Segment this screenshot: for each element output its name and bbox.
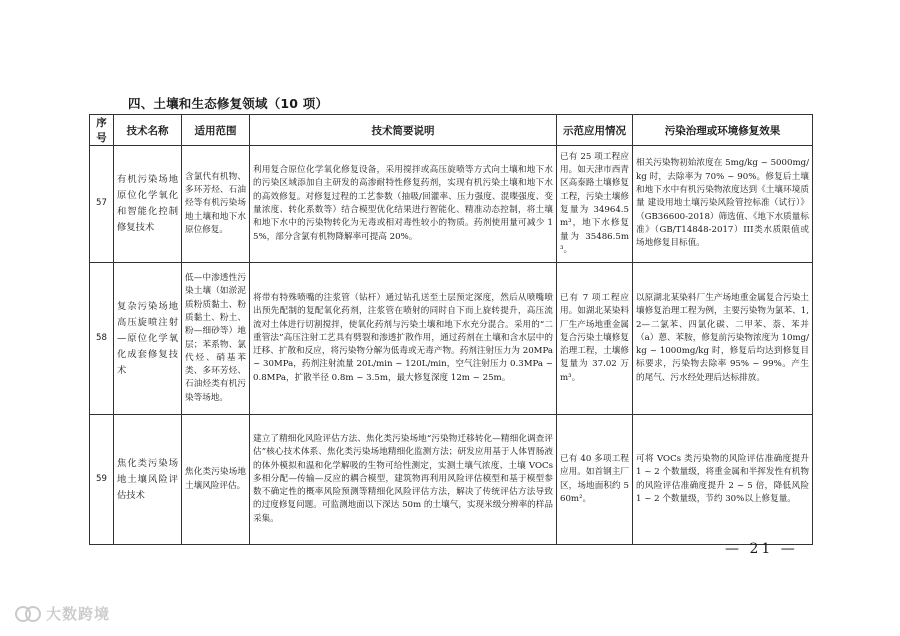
technology-description: 建立了精细化风险评估方法、焦化类污染场地“污染物迁移转化—精细化调查评估”核心技术体系、焦化类污染场地精细化监测方法；研发应用基于人体胃肠液的体外模拟和温和化学解吸的生物可给性测定，实测土壤气浓度、土壤 VOCs 多相分配—传输—反应的耦合模型，建筑物再利用风险评估模型和基于模型参数不确定性的概率风险预测等精细化风险评估方法，解决了传统评估方法导致的过度修复问题。可监测地面以下深达 50m 的土壤气，实现米级分辨率的样品采集。 [250, 415, 557, 545]
technology-description: 利用复合原位化学氧化修复设备，采用搅拌或高压旋喷等方式向土壤和地下水的污染区域添加自主研发的高渗耐特性修复药剂，实现有机污染土壤和地下水的高效修复。对修复过程的工艺参数（抽吸/回灌率、压力强度、混喋强度、变量浓度、转化系数等）结合模型优化结果进行智能化、精准动态控制，将土壤和地下水中的污染物转化为无毒或相对毒性较小的物质。药剂使用量可减少 15%，部分含氯有机物降解率可提高 20%。 [250, 146, 557, 263]
demo-application: 已有 7 项工程应用。如湖北某染料厂生产场地重金属复合污染土壤修复治理工程，土壤修复量为 37.02 万 m³。 [557, 263, 633, 415]
remediation-effect: 可将 VOCs 类污染物的风险评估准确度提升 1 ~ 2 个数量级，将重金属和半挥发性有机物的风险评估准确度提升 2 ~ 5 倍，降低风险 1 ~ 2 个数量级，节约 30%以上修复量。 [633, 415, 813, 545]
row-number: 57 [90, 146, 114, 263]
row-number: 59 [90, 415, 114, 545]
page-number: — 21 — [725, 541, 798, 557]
technology-table [89, 114, 813, 545]
application-scope: 含氯代有机物、多环芳烃、石油烃等有机污染场地土壤和地下水原位修复。 [182, 146, 250, 263]
remediation-effect: 相关污染物初始浓度在 5mg/kg ~ 5000mg/kg 时，去除率为 70% ~ 90%。修复后土壤和地下水中有机污染物浓度达到《土壤环境质量 建设用地土壤污染风险管控标准（试行）》（GB36600-2018）筛选值、《地下水质量标准》（GB/T14848-2017）III类水质限值或场地修复目标值。 [633, 146, 813, 263]
watermark [14, 603, 110, 624]
remediation-effect: 以原湖北某染料厂生产场地重金属复合污染土壤修复治理工程为例，主要污染物为氯苯、1,2—二氯苯、四氯化碳、二甲苯、萘、苯并（a）蒽、苯胺，修复前污染物浓度为 10mg/kg ~ 1000mg/kg 时，修复后均达到修复目标要求，污染物去除率 95% ~ 99%。产生的尾气、污水经处理后达标排放。 [633, 263, 813, 415]
application-scope: 焦化类污染场地土壤风险评估。 [182, 415, 250, 545]
table-row [90, 415, 813, 545]
header-scope: 适用范围 [182, 115, 250, 146]
section-title: 四、土壤和生态修复领域（10 项） [128, 96, 329, 111]
technology-name: 有机污染场地原位化学氧化和智能化控制修复技术 [114, 146, 182, 263]
header-effect: 污染治理或环境修复效果 [633, 115, 813, 146]
header-desc: 技术简要说明 [250, 115, 557, 146]
table-header-row [90, 115, 813, 146]
demo-application: 已有 25 项工程应用。如天津市西青区高泰路土壤修复工程，污染土壤修复量为 34964.5m³，地下水修复量为 35486.5m³。 [557, 146, 633, 263]
watermark-text: 大数跨境 [46, 605, 111, 623]
demo-application: 已有 40 多项工程应用。如首钢主厂区，场地面积约 560m²。 [557, 415, 633, 545]
header-name: 技术名称 [114, 115, 182, 146]
header-demo: 示范应用情况 [557, 115, 633, 146]
watermark-logo-icon [14, 604, 42, 624]
technology-description: 将带有特殊喷嘴的注浆管（钻杆）通过钻孔送至土层预定深度，然后从喷嘴喷出预先配制的复配氧化药剂，注浆管在喷射的同时自下而上旋转提升，高压流流对土体进行切割搅拌，使氧化药剂与污染土壤和地下水充分混合。采用的“二重管法”高压注射工艺具有劈裂和渗透扩散作用，通过药剂在土壤和含水层中的迁移、扩散和反应，将污染物分解为低毒或无毒产物。药剂注射压力为 20MPa ~ 30MPa，药剂注射流量 20L/min ~ 120L/min，空气注射压力 0.3MPa ~ 0.8MPa，扩散半径 0.8m ~ 3.5m，最大修复深度 12m ~ 25m。 [250, 263, 557, 415]
table-row [90, 263, 813, 415]
application-scope: 低—中渗透性污染土壤（如淤泥质粉质黏土、粉质黏土、粉土、粉—细砂等）地层；苯系物、氯代烃、硝基苯类、多环芳烃、石油烃类有机污染等场地。 [182, 263, 250, 415]
table-row [90, 146, 813, 263]
technology-name: 焦化类污染场地土壤风险评估技术 [114, 415, 182, 545]
header-no: 序号 [90, 115, 114, 146]
row-number: 58 [90, 263, 114, 415]
technology-name: 复杂污染场地高压旋喷注射—原位化学氧化成套修复技术 [114, 263, 182, 415]
